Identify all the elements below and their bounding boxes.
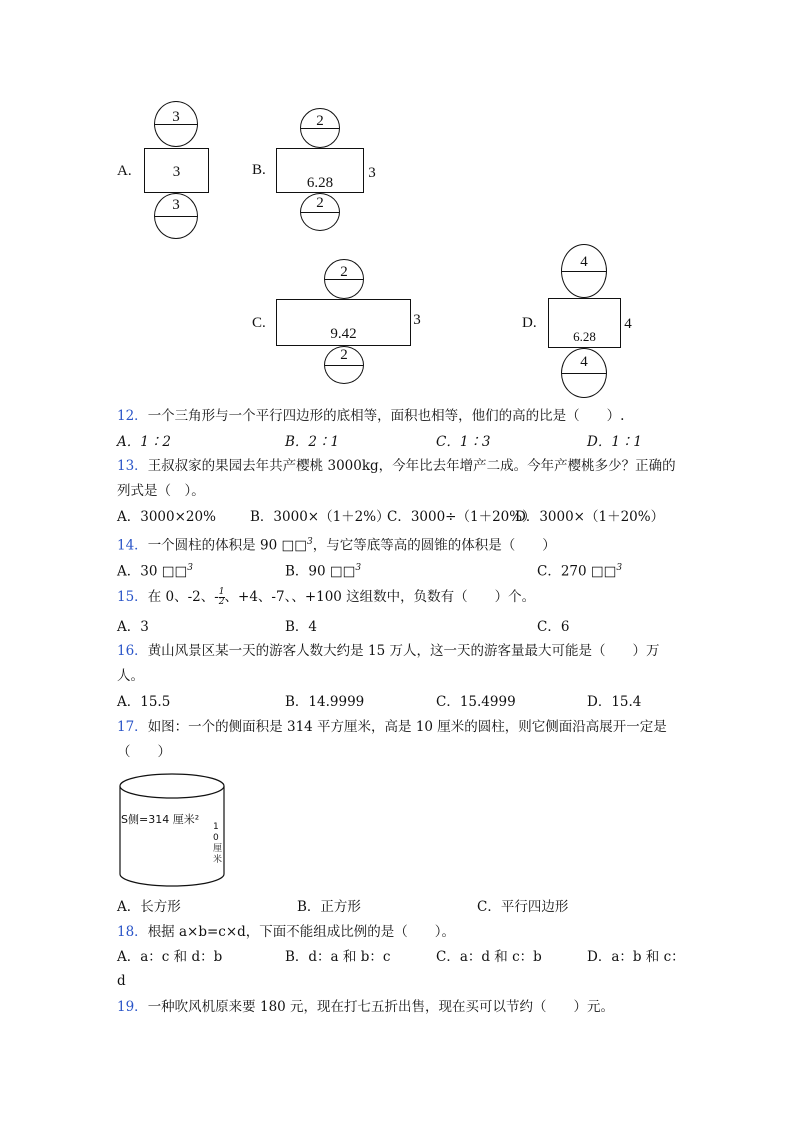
question-16 [117,641,659,661]
question-text-line1: 黄山风景区某一天的游客人数大约是 15 万人，这一天的游客量最大可能是（ ）万 [147,643,660,659]
option-a[interactable]: A．3000×20% [117,509,216,525]
rectangle-label: 6.28 [306,175,334,191]
option-c[interactable]: C．15.4999 [436,694,516,710]
option-b[interactable]: B．3000×（1＋2%） [250,509,390,525]
option-c[interactable]: C．平行四边形 [477,899,569,915]
option-c[interactable]: C．3000÷（1＋20%） [387,509,536,525]
exponent: 3 [355,563,362,573]
question-17-line2 [117,742,171,762]
option-d[interactable]: D．3000×（1＋20%） [515,509,665,525]
option-b-text: B．90 □□ [285,563,356,580]
option-b[interactable]: B．2∶1 [285,434,340,450]
circle-bottom-label: 4 [580,354,588,370]
side-label: 4 [624,316,632,332]
question-text-line2: 列式是（ ）。 [117,483,205,499]
option-b[interactable]: B．正方形 [297,899,361,915]
option-b[interactable]: B．4 [285,619,318,635]
question-number: 16． [117,643,148,659]
circle-bottom-label: 2 [316,195,324,211]
question-text-pre: 在 0、-2、- [147,589,219,605]
circle-top-label: 2 [340,264,348,280]
question-15 [117,587,535,607]
option-d-label: D. [522,315,537,331]
question-18 [117,922,455,942]
option-a-text: A．30 □□ [117,563,188,580]
question-text-line2: （ ） [117,744,171,760]
side-label: 3 [413,312,421,328]
fraction-numerator: 1 [218,587,225,597]
question-16-line2 [117,666,144,686]
option-a[interactable]: A．a：c 和 d：b [117,949,223,965]
question-text-post: 、+4、-7、、+100 这组数中，负数有（ ）个。 [224,589,536,605]
option-c[interactable]: C．6 [537,619,570,635]
rectangle-label: 9.42 [330,326,357,342]
option-a[interactable] [117,558,193,582]
question-number: 17． [117,719,148,735]
question-13 [117,456,676,476]
question-text: 一个三角形与一个平行四边形的底相等，面积也相等，他们的高的比是（ ）. [147,408,625,424]
circle-bottom-label: 3 [172,197,180,213]
exponent: 3 [187,563,193,573]
question-number: 13． [117,458,148,474]
side-label: 3 [368,165,376,181]
circle-top-label: 3 [172,109,180,125]
question-19 [117,997,614,1017]
circle-bottom-label: 2 [340,347,348,363]
question-number: 19． [117,999,148,1015]
option-d[interactable]: D．1∶1 [587,434,643,450]
option-c[interactable]: C．1∶3 [436,434,491,450]
option-a-label: A. [117,163,132,179]
question-text-pre: 一个圆柱的体积是 90 □□ [147,537,307,554]
question-number: 15． [117,589,148,605]
cylinder-drawing [116,770,228,890]
question-number: 18． [117,924,148,940]
rectangle-label: 3 [172,164,181,180]
circle-top-label: 2 [316,113,324,129]
circle-top-label: 4 [580,254,588,270]
option-c-text: C．270 □□ [537,563,617,580]
fraction-denominator: 2 [218,597,225,607]
exponent: 3 [306,537,313,547]
option-b[interactable]: B．d：a 和 b：c [285,949,391,965]
circle-top [561,244,607,298]
question-number: 12． [117,408,148,424]
question-text: 一种吹风机原来要 180 元，现在打七五折出售，现在买可以节约（ ）元。 [147,999,615,1015]
option-c[interactable]: C．a：d 和 c：b [436,949,542,965]
question-text-line1: 如图：一个的侧面积是 314 平方厘米，高是 10 厘米的圆柱，则它侧面沿高展开一定是 [147,719,667,735]
question-text-post: ，与它等底等高的圆锥的体积是（ ） [312,537,556,554]
option-a[interactable]: A．3 [117,619,149,635]
exponent: 3 [616,563,623,573]
question-13-line2 [117,481,205,501]
question-text-line2: 人。 [117,668,144,684]
option-c[interactable] [537,558,622,582]
option-d[interactable]: D．a：b 和 c： [587,949,685,965]
option-a[interactable]: A．1∶2 [117,434,171,450]
rectangle-label: 6.28 [573,329,596,344]
option-c-label: C. [252,315,266,331]
cylinder-figure [116,770,228,890]
option-d-continued: d [117,973,126,989]
option-d[interactable]: D．15.4 [587,694,642,710]
option-b[interactable]: B．14.9999 [285,694,365,710]
height-label: 10厘米 [213,822,223,865]
question-14 [117,532,556,556]
question-text-line1: 王叔叔家的果园去年共产樱桃 3000kg，今年比去年增产二成。今年产樱桃多少？正确的 [147,458,676,474]
option-b[interactable] [285,558,361,582]
question-number: 14． [117,537,148,554]
lateral-area-label: S侧=314 厘米² [121,813,200,826]
question-12 [117,406,624,426]
option-a[interactable]: A．长方形 [117,899,181,915]
option-b-label: B. [252,162,266,178]
option-a[interactable]: A．15.5 [117,694,171,710]
question-17 [117,717,667,737]
question-text: 根据 a×b=c×d，下面不能组成比例的是（ ）。 [147,924,456,940]
